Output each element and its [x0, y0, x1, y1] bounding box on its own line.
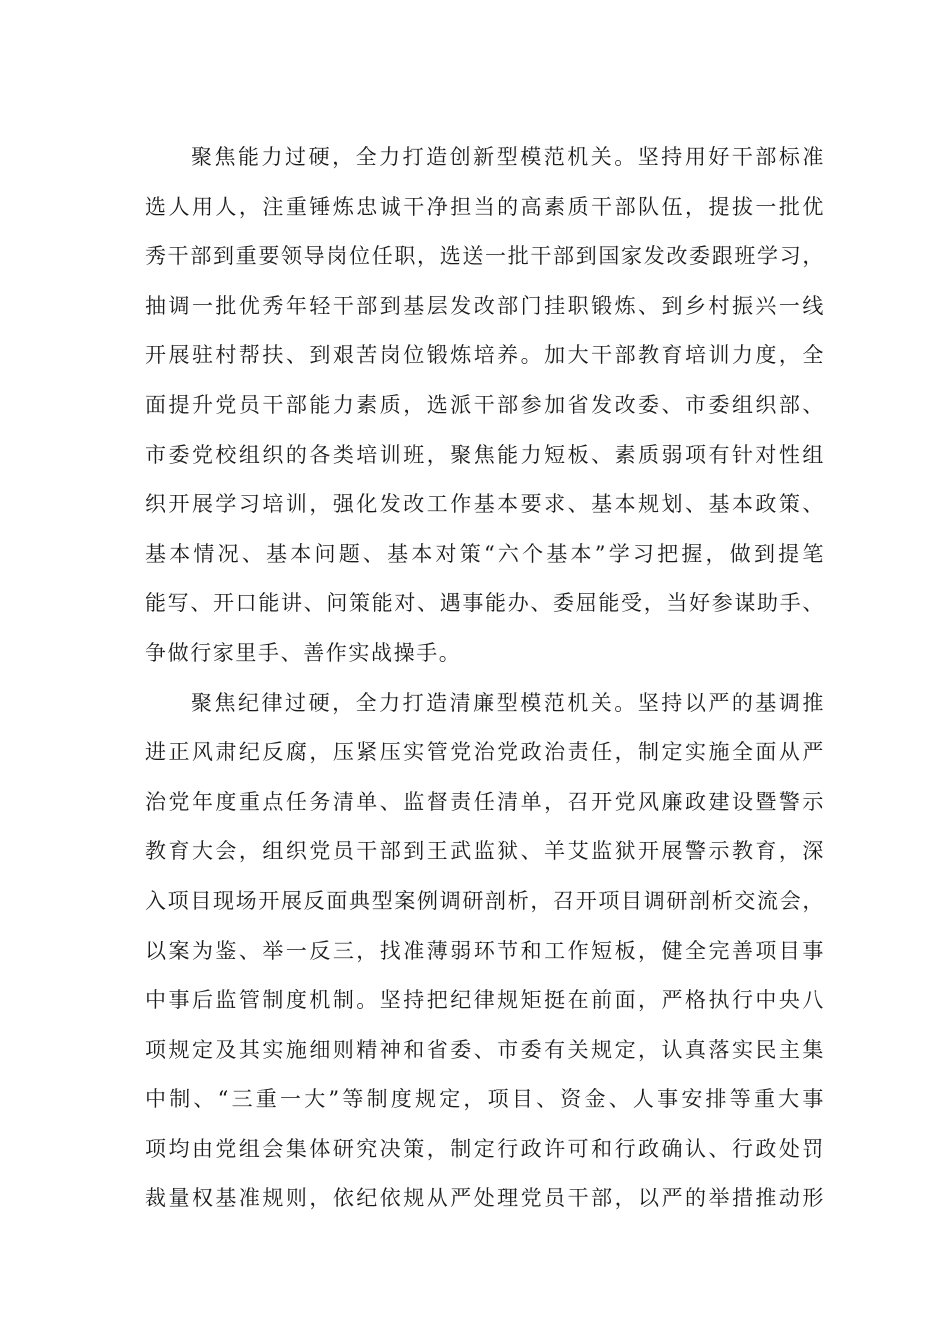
paragraph-1-line-3: 秀干部到重要领导岗位任职，选送一批干部到国家发改委跟班学习， — [145, 244, 825, 269]
paragraph-1-line-10: 能写、开口能讲、问策能对、遇事能办、委屈能受，当好参谋助手、 — [145, 591, 825, 616]
paragraph-1-line-8: 织开展学习培训，强化发改工作基本要求、基本规划、基本政策、 — [145, 492, 825, 517]
paragraph-2-line-9: 中制、“三重一大”等制度规定，项目、资金、人事安排等重大事 — [145, 1087, 825, 1112]
paragraph-2-line-5: 入项目现场开展反面典型案例调研剖析，召开项目调研剖析交流会， — [145, 888, 825, 913]
paragraph-2-line-4: 教育大会，组织党员干部到王武监狱、羊艾监狱开展警示教育，深 — [145, 839, 825, 864]
document-body — [145, 133, 825, 1224]
paragraph-2-line-1: 聚焦纪律过硬，全力打造清廉型模范机关。坚持以严的基调推 — [191, 690, 825, 715]
paragraph-1-line-4: 抽调一批优秀年轻干部到基层发改部门挂职锻炼、到乡村振兴一线 — [145, 293, 825, 318]
paragraph-2-line-8: 项规定及其实施细则精神和省委、市委有关规定，认真落实民主集 — [145, 1037, 825, 1062]
paragraph-1-line-6: 面提升党员干部能力素质，选派干部参加省发改委、市委组织部、 — [145, 392, 825, 417]
paragraph-2-line-2: 进正风肃纪反腐，压紧压实管党治党政治责任，制定实施全面从严 — [145, 740, 825, 765]
paragraph-1-line-7: 市委党校组织的各类培训班，聚焦能力短板、素质弱项有针对性组 — [145, 442, 825, 467]
paragraph-2-line-3: 治党年度重点任务清单、监督责任清单，召开党风廉政建设暨警示 — [145, 789, 825, 814]
paragraph-1-line-9: 基本情况、基本问题、基本对策“六个基本”学习把握，做到提笔 — [145, 541, 825, 566]
paragraph-2-line-11: 裁量权基准规则，依纪依规从严处理党员干部，以严的举措推动形 — [145, 1186, 825, 1211]
paragraph-1-line-11: 争做行家里手、善作实战操手。 — [145, 640, 462, 665]
paragraph-1-line-5: 开展驻村帮扶、到艰苦岗位锻炼培养。加大干部教育培训力度，全 — [145, 343, 825, 368]
paragraph-1-line-1: 聚焦能力过硬，全力打造创新型模范机关。坚持用好干部标准 — [191, 145, 825, 169]
paragraph-1-line-2: 选人用人，注重锤炼忠诚干净担当的高素质干部队伍，提拔一批优 — [145, 194, 825, 219]
paragraph-2-line-7: 中事后监管制度机制。坚持把纪律规矩挺在前面，严格执行中央八 — [145, 988, 825, 1013]
paragraph-2-line-6: 以案为鉴、举一反三，找准薄弱环节和工作短板，健全完善项目事 — [145, 938, 825, 963]
paragraph-2-line-10: 项均由党组会集体研究决策，制定行政许可和行政确认、行政处罚 — [145, 1136, 825, 1161]
